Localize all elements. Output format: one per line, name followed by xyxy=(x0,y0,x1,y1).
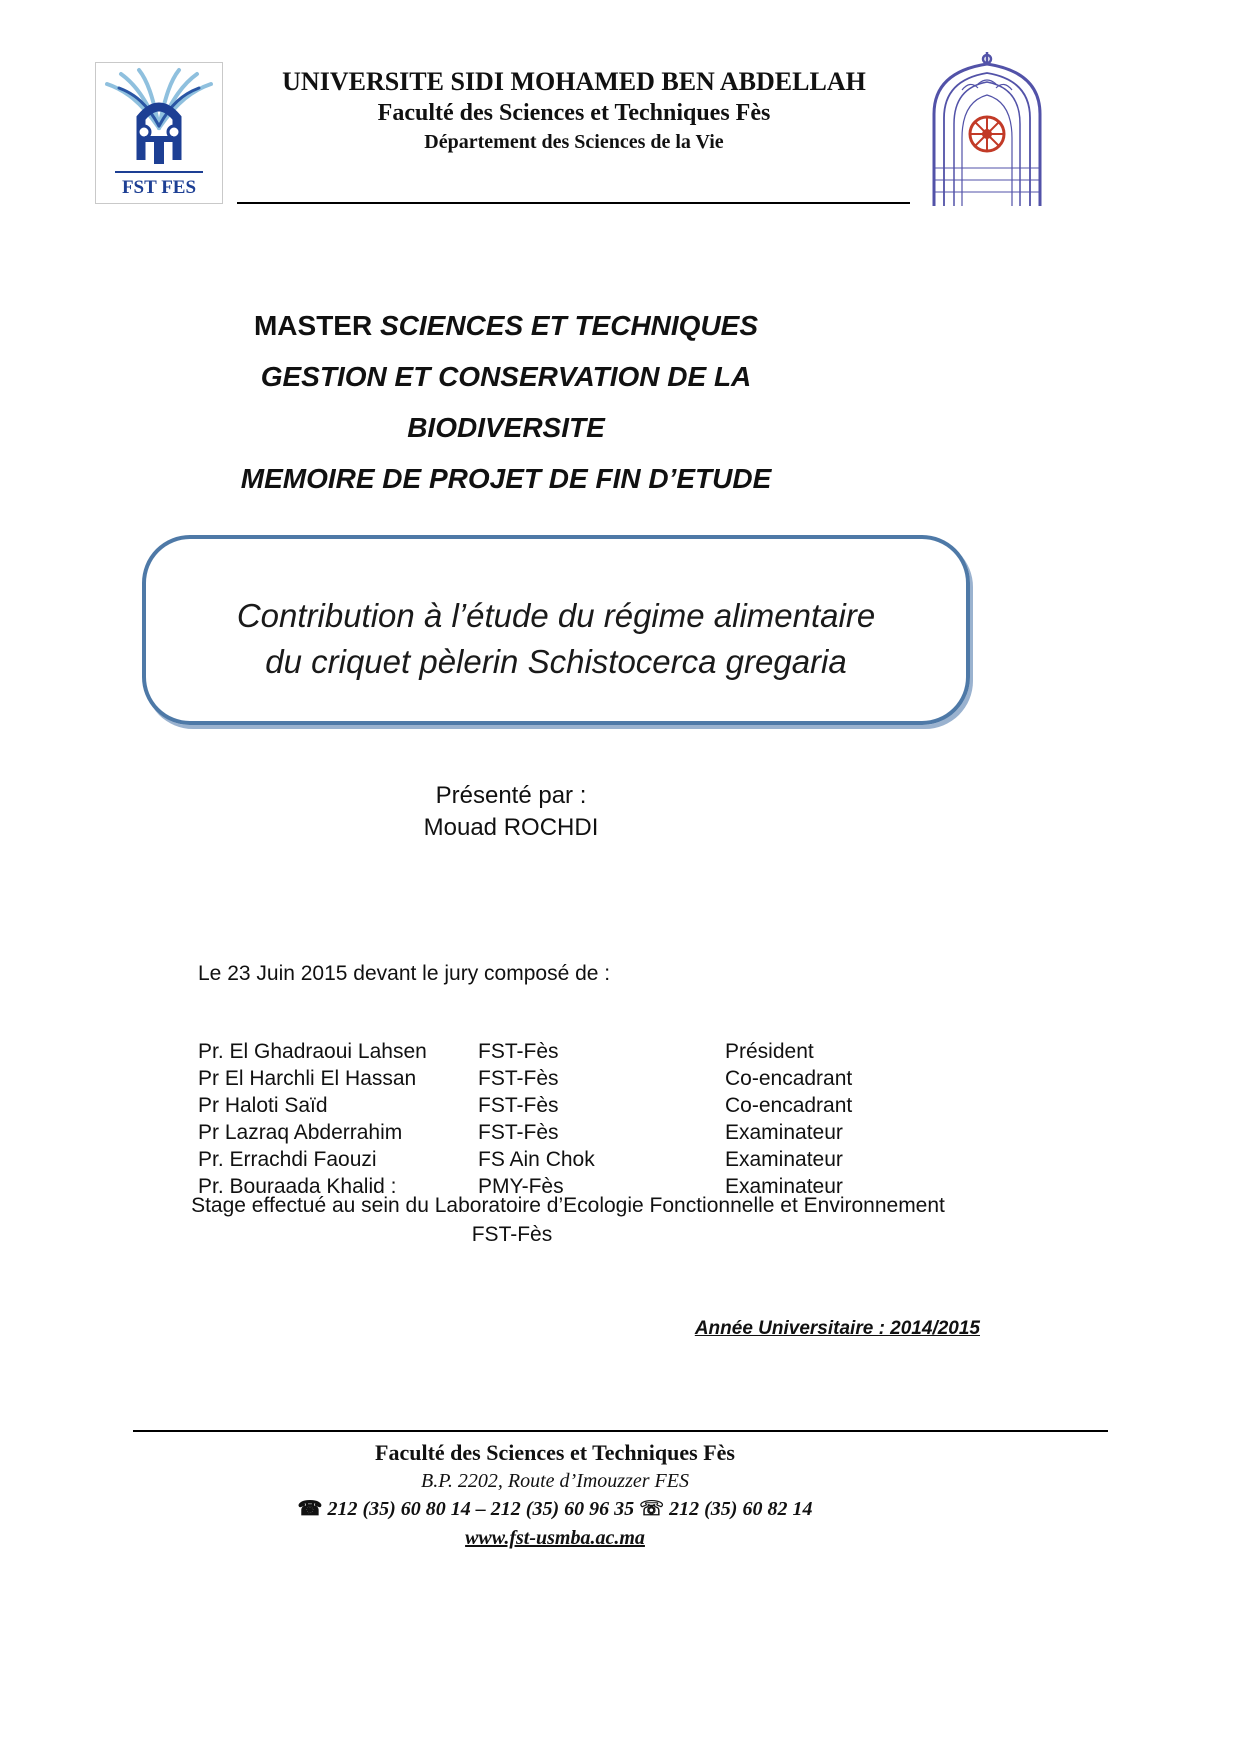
jury-intro: Le 23 Juin 2015 devant le jury composé de : xyxy=(198,962,611,985)
jury-member-name: Pr. El Ghadraoui Lahsen xyxy=(198,1040,427,1063)
fst-fes-logo-caption: FST FES xyxy=(121,177,197,198)
master-line-1 xyxy=(0,300,1012,351)
jury-member-name: Pr. Bouraada Khalid : xyxy=(198,1175,397,1198)
master-line-3: BIODIVERSITE xyxy=(407,412,605,443)
jury-member-affiliation: FS Ain Chok xyxy=(478,1148,595,1171)
master-line-1-rest: SCIENCES ET TECHNIQUES xyxy=(379,310,759,341)
jury-member-affiliation: PMY-Fès xyxy=(478,1175,564,1198)
jury-member-role: Co-encadrant xyxy=(725,1067,853,1090)
jury-row xyxy=(198,1065,1058,1092)
thesis-title-box xyxy=(142,535,970,725)
jury-member-affiliation: FST-Fès xyxy=(478,1067,559,1090)
thesis-title-line-1: Contribution à l’étude du régime alimentaire xyxy=(236,597,876,634)
jury-member-affiliation: FST-Fès xyxy=(478,1040,559,1063)
master-heading-block xyxy=(0,300,1012,504)
jury-member-name: Pr El Harchli El Hassan xyxy=(198,1067,417,1090)
jury-table xyxy=(198,1038,1058,1200)
presented-by-block xyxy=(0,780,1022,844)
header-divider xyxy=(237,202,910,204)
master-line-4: MEMOIRE DE PROJET DE FIN D’ETUDE xyxy=(240,463,772,494)
header-text-block xyxy=(238,66,910,156)
fax-icon: ☏ xyxy=(639,1498,665,1520)
footer-website: www.fst-usmba.ac.ma xyxy=(465,1527,645,1549)
jury-row xyxy=(198,1038,1058,1065)
jury-row xyxy=(198,1119,1058,1146)
university-gate-logo xyxy=(928,50,1046,208)
footer-contact-line xyxy=(0,1495,1110,1524)
author-name: Mouad ROCHDI xyxy=(423,814,599,841)
jury-member-role: Président xyxy=(725,1040,814,1063)
thesis-title-line-2: du criquet pèlerin Schistocerca gregaria xyxy=(265,643,847,680)
jury-member-role: Examinateur xyxy=(725,1175,843,1198)
university-name: UNIVERSITE SIDI MOHAMED BEN ABDELLAH xyxy=(282,67,866,96)
jury-member-role: Co-encadrant xyxy=(725,1094,853,1117)
jury-member-role: Examinateur xyxy=(725,1121,843,1144)
jury-member-affiliation: FST-Fès xyxy=(478,1094,559,1117)
internship-lab-institution: FST-Fès xyxy=(471,1223,553,1246)
jury-member-name: Pr Haloti Saïd xyxy=(198,1094,328,1117)
phone-icon: ☎ xyxy=(297,1498,323,1520)
jury-member-affiliation: FST-Fès xyxy=(478,1121,559,1144)
footer-address: B.P. 2202, Route d’Imouzzer FES xyxy=(421,1470,689,1492)
footer-faculty-name: Faculté des Sciences et Techniques Fès xyxy=(375,1440,735,1465)
footer-divider xyxy=(133,1430,1108,1432)
jury-member-name: Pr Lazraq Abderrahim xyxy=(198,1121,403,1144)
master-line-2: GESTION ET CONSERVATION DE LA xyxy=(260,361,752,392)
footer-block xyxy=(0,1438,1110,1553)
jury-member-name: Pr. Errachdi Faouzi xyxy=(198,1148,377,1171)
academic-year: Année Universitaire : 2014/2015 xyxy=(694,1318,980,1339)
footer-fax-number: 212 (35) 60 82 14 xyxy=(664,1498,813,1520)
fst-fes-logo-graphic xyxy=(95,62,223,204)
fst-fes-logo xyxy=(95,62,223,204)
department-name: Département des Sciences de la Vie xyxy=(424,131,724,153)
faculty-name: Faculté des Sciences et Techniques Fès xyxy=(377,100,771,126)
internship-lab-line: Stage effectué au sein du Laboratoire d’Ecologie Fonctionnelle et Environnement xyxy=(191,1194,945,1217)
jury-member-role: Examinateur xyxy=(725,1148,843,1171)
jury-row xyxy=(198,1092,1058,1119)
jury-row xyxy=(198,1146,1058,1173)
footer-phone-numbers: 212 (35) 60 80 14 – 212 (35) 60 96 35 xyxy=(322,1498,640,1520)
university-gate-logo-graphic xyxy=(928,50,1046,208)
master-word: MASTER xyxy=(253,310,380,341)
presented-by-label: Présenté par : xyxy=(435,782,587,809)
